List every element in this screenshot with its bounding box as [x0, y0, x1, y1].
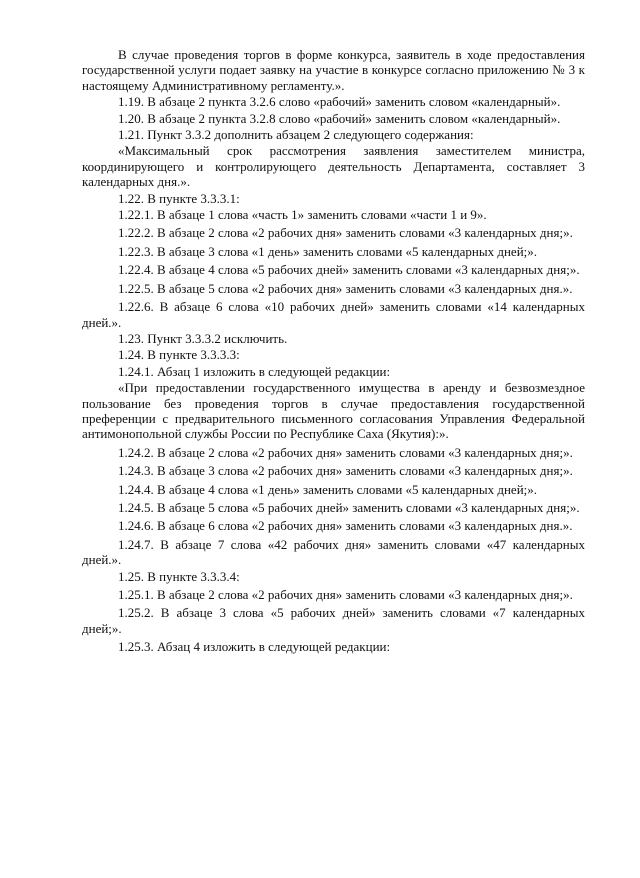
- paragraph-17: 1.24.2. В абзаце 2 слова «2 рабочих дня» заменить словами «3 календарных дня;».: [118, 444, 573, 460]
- paragraph-5: «Максимальный срок рассмотрения заявления заместителем министра, координирующего и контролирующего деятельность Департамента, составляет 3 календарных дня.».: [82, 143, 585, 190]
- paragraph-4: 1.21. Пункт 3.3.2 дополнить абзацем 2 следующего содержания:: [118, 127, 474, 143]
- paragraph-7: 1.22.1. В абзаце 1 слова «часть 1» заменить словами «части 1 и 9».: [118, 207, 487, 223]
- paragraph-16: «При предоставлении государственного имущества в аренду и безвозмездное пользование без проведения торгов в случае предоставления государственной преференции с предварительного письменного согласования Управления Федеральной антимонопольной службы России по Республике Саха (Якутия):».: [82, 380, 585, 442]
- paragraph-24: 1.25.1. В абзаце 2 слова «2 рабочих дня» заменить словами «3 календарных дня;».: [118, 587, 573, 602]
- paragraph-25: 1.25.2. В абзаце 3 слова «5 рабочих дней» заменить словами «7 календарных дней;».: [82, 605, 585, 636]
- paragraph-11: 1.22.5. В абзаце 5 слова «2 рабочих дня» заменить словами «3 календарных дня.».: [118, 280, 573, 296]
- paragraph-20: 1.24.5. В абзаце 5 слова «5 рабочих дней» заменить словами «3 календарных дня;».: [118, 499, 580, 515]
- paragraph-6: 1.22. В пункте 3.3.3.1:: [118, 190, 240, 206]
- paragraph-23: 1.25. В пункте 3.3.3.4:: [118, 568, 240, 584]
- paragraph-14: 1.24. В пункте 3.3.3.3:: [118, 347, 240, 363]
- paragraph-15: 1.24.1. Абзац 1 изложить в следующей редакции:: [118, 363, 391, 379]
- paragraph-12: 1.22.6. В абзаце 6 слова «10 рабочих дней» заменить словами «14 календарных дней.».: [82, 299, 585, 330]
- paragraph-13: 1.23. Пункт 3.3.3.2 исключить.: [118, 330, 288, 346]
- paragraph-10: 1.22.4. В абзаце 4 слова «5 рабочих дней» заменить словами «3 календарных дня;».: [118, 262, 580, 278]
- paragraph-9: 1.22.3. В абзаце 3 слова «1 день» заменить словами «5 календарных дней;».: [118, 243, 538, 259]
- paragraph-22: 1.24.7. В абзаце 7 слова «42 рабочих дня» заменить словами «47 календарных дней.».: [82, 536, 585, 568]
- paragraph-3: 1.20. В абзаце 2 пункта 3.2.8 слово «рабочий» заменить словом «календарный».: [118, 110, 561, 126]
- paragraph-26: 1.25.3. Абзац 4 изложить в следующей редакции:: [118, 639, 391, 655]
- paragraph-1: В случае проведения торгов в форме конкурса, заявитель в ходе предоставления государственной услуги подает заявку на участие в конкурсе согласно приложению № 3 к настоящему Административному регламенту.».: [82, 47, 585, 93]
- paragraph-8: 1.22.2. В абзаце 2 слова «2 рабочих дня» заменить словами «3 календарных дня;».: [118, 225, 573, 241]
- paragraph-21: 1.24.6. В абзаце 6 слова «2 рабочих дня» заменить словами «3 календарных дня.».: [118, 518, 573, 534]
- paragraph-19: 1.24.4. В абзаце 4 слова «1 день» заменить словами «5 календарных дней;».: [118, 481, 538, 497]
- paragraph-18: 1.24.3. В абзаце 3 слова «2 рабочих дня» заменить словами «3 календарных дня;».: [118, 463, 573, 479]
- paragraph-2: 1.19. В абзаце 2 пункта 3.2.6 слово «рабочий» заменить словом «календарный».: [118, 94, 561, 110]
